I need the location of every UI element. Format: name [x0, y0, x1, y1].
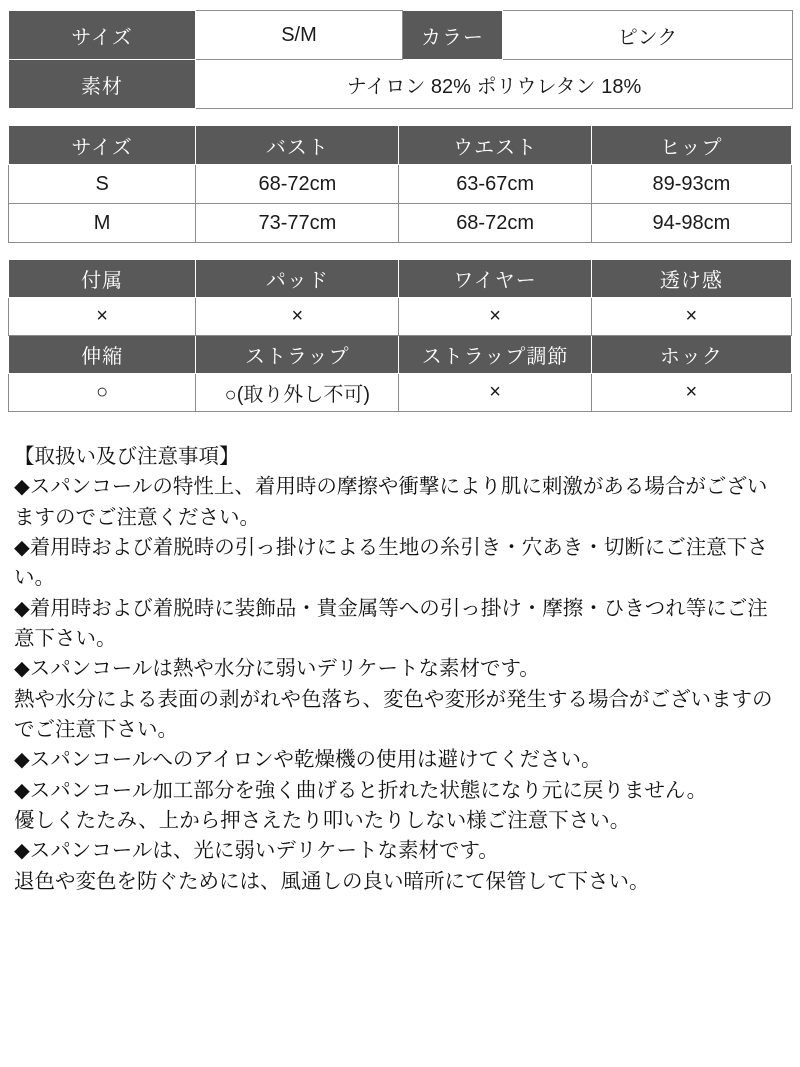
table-header-row — [9, 126, 792, 165]
spec-color-value: ピンク — [503, 11, 793, 60]
feature-value-strap-adjust: × — [399, 374, 591, 412]
care-note-line: ◆スパンコールへのアイロンや乾燥機の使用は避けてください。 — [14, 748, 602, 772]
spacer — [8, 109, 792, 125]
care-note-line: 退色や変色を防ぐためには、風通しの良い暗所にて保管して下さい。 — [14, 869, 650, 893]
feature-value-sheerness: × — [591, 298, 791, 336]
table-header-row — [9, 336, 792, 374]
care-note-line: 優しくたたみ、上から押さえたり叩いたりしない様ご注意下さい。 — [14, 808, 631, 832]
size-col-header-bust: バスト — [196, 126, 399, 165]
care-note-line: ますのでご注意ください。 — [14, 505, 260, 529]
spec-material-header: 素材 — [9, 60, 196, 109]
size-row-s-label: S — [9, 165, 196, 204]
spec-size-value: S/M — [196, 11, 403, 60]
feature-table — [8, 259, 792, 412]
table-row — [9, 165, 792, 204]
care-note-line: 熱や水分による表面の剥がれや色落ち、変色や変形が発生する場合がございますの — [14, 687, 773, 711]
spec-size-header: サイズ — [9, 11, 196, 60]
care-note-line: ◆スパンコールは、光に弱いデリケートな素材です。 — [14, 839, 499, 863]
size-row-s-hip: 89-93cm — [591, 165, 791, 204]
size-row-s-waist: 63-67cm — [399, 165, 591, 204]
care-note-line: ◆着用時および着脱時に装飾品・貴金属等への引っ掛け・摩擦・ひきつれ等にご注 — [14, 596, 768, 620]
size-row-m-label: M — [9, 204, 196, 243]
care-note-line: ◆スパンコールは熱や水分に弱いデリケートな素材です。 — [14, 657, 540, 681]
spacer — [8, 243, 792, 259]
size-col-header-size: サイズ — [9, 126, 196, 165]
care-notes-title: 【取扱い及び注意事項】 — [14, 445, 240, 468]
feature-value-strap: ○(取り外し不可) — [196, 374, 399, 412]
feature-header-pad: パッド — [196, 260, 399, 298]
size-row-m-bust: 73-77cm — [196, 204, 399, 243]
care-notes — [14, 442, 790, 897]
feature-header-sheerness: 透け感 — [591, 260, 791, 298]
feature-value-accessory: × — [9, 298, 196, 336]
spec-material-value: ナイロン 82% ポリウレタン 18% — [196, 60, 793, 109]
feature-header-strap-adjust: ストラップ調節 — [399, 336, 591, 374]
size-col-header-waist: ウエスト — [399, 126, 591, 165]
size-col-header-hip: ヒップ — [591, 126, 791, 165]
feature-value-hook: × — [591, 374, 791, 412]
table-row — [9, 204, 792, 243]
care-note-line: 意下さい。 — [14, 626, 117, 650]
feature-header-hook: ホック — [591, 336, 791, 374]
feature-value-pad: × — [196, 298, 399, 336]
spec-color-header: カラー — [403, 11, 503, 60]
size-row-m-hip: 94-98cm — [591, 204, 791, 243]
feature-header-accessory: 付属 — [9, 260, 196, 298]
size-row-s-bust: 68-72cm — [196, 165, 399, 204]
feature-header-wire: ワイヤー — [399, 260, 591, 298]
table-row — [9, 60, 793, 109]
care-note-line: ◆スパンコール加工部分を強く曲げると折れた状態になり元に戻りません。 — [14, 778, 708, 802]
spec-table — [8, 10, 793, 109]
size-row-m-waist: 68-72cm — [399, 204, 591, 243]
feature-value-wire: × — [399, 298, 591, 336]
size-chart-table — [8, 125, 792, 243]
table-header-row — [9, 260, 792, 298]
care-note-line: でご注意下さい。 — [14, 717, 178, 741]
feature-value-stretch: ○ — [9, 374, 196, 412]
feature-header-strap: ストラップ — [196, 336, 399, 374]
care-note-line: ◆着用時および着脱時の引っ掛けによる生地の糸引き・穴あき・切断にご注意下さい。 — [14, 535, 768, 590]
care-note-line: ◆スパンコールの特性上、着用時の摩擦や衝撃により肌に刺激がある場合がござい — [14, 475, 768, 499]
feature-header-stretch: 伸縮 — [9, 336, 196, 374]
table-row — [9, 374, 792, 412]
table-row — [9, 298, 792, 336]
table-row — [9, 11, 793, 60]
